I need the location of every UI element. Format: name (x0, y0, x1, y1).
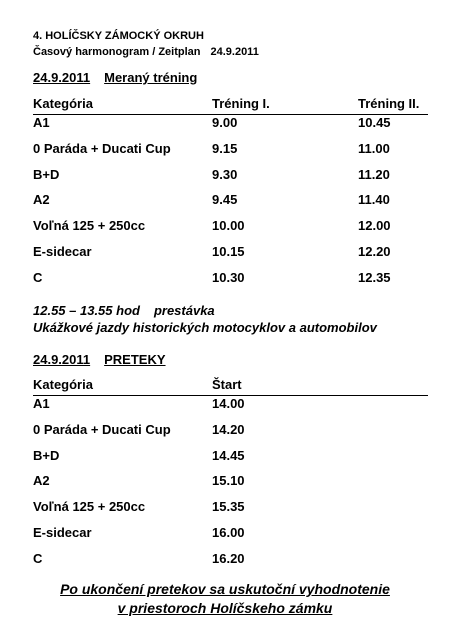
table-row (33, 270, 428, 288)
table-cell: Voľná 125 + 250cc (33, 218, 146, 234)
table-cell: 10.45 (358, 115, 391, 130)
section2-heading (33, 352, 166, 367)
table-cell: Voľná 125 + 250cc (33, 499, 146, 515)
table-cell: E-sidecar (33, 244, 92, 259)
section2-title: PRETEKY (104, 352, 166, 367)
table-row (33, 115, 428, 133)
table-row (33, 448, 428, 466)
section1-date: 24.9.2011 (33, 70, 91, 85)
table-cell: E-sidecar (33, 525, 92, 540)
break-time: 12.55 – 13.55 hod (33, 303, 140, 318)
table-row (33, 218, 428, 236)
table-row (33, 473, 428, 491)
section1-heading (33, 70, 197, 85)
table-cell: 15.10 (212, 473, 245, 489)
table-row (33, 499, 428, 517)
table-cell: A1 (33, 396, 50, 411)
table-cell: A2 (33, 473, 50, 489)
section1-col-training2: Tréning II. (358, 96, 420, 111)
table-row (33, 244, 428, 262)
table-cell: 11.40 (358, 192, 390, 208)
table-cell: 15.35 (212, 499, 245, 515)
table-row (33, 167, 428, 185)
break-note: Ukážkové jazdy historických motocyklov a automobilov (33, 320, 377, 335)
table-cell: 0 Paráda + Ducati Cup (33, 140, 171, 156)
section2-col-start: Štart (212, 377, 242, 392)
table-row (33, 422, 428, 440)
subtitle-date: 24.9.2011 (210, 46, 259, 58)
section1-col-category: Kategória (33, 96, 93, 111)
subtitle-text: Časový harmonogram / Zeitplan (33, 46, 201, 58)
table-cell: 11.20 (358, 166, 390, 182)
table-row (33, 141, 428, 159)
table-row (33, 525, 428, 543)
table-cell: 16.20 (212, 550, 245, 566)
table-cell: B+D (33, 166, 60, 182)
table-cell: 12.00 (358, 218, 391, 234)
table-cell: 9.15 (212, 140, 238, 156)
table-row (33, 551, 428, 569)
table-cell: 12.35 (358, 269, 391, 285)
document-subtitle (33, 46, 259, 58)
table-cell: C (33, 550, 43, 566)
table-cell: A2 (33, 192, 50, 208)
break-line (33, 303, 215, 318)
table-cell: 14.45 (212, 447, 245, 463)
table-cell: A1 (33, 115, 50, 130)
section1-table-header (33, 96, 428, 115)
document-title: 4. HOLÍČSKY ZÁMOCKÝ OKRUH (33, 30, 204, 42)
table-cell: C (33, 269, 43, 285)
section2-date: 24.9.2011 (33, 352, 91, 367)
table-cell: 9.00 (212, 115, 238, 130)
section2-col-category: Kategória (33, 377, 93, 392)
footer-line2: v priestoroch Holíčskeho zámku (117, 600, 333, 616)
table-cell: 10.00 (212, 218, 245, 234)
table-cell: 0 Paráda + Ducati Cup (33, 421, 171, 437)
section2-table-header (33, 377, 428, 396)
table-cell: 12.20 (358, 244, 391, 259)
section1-col-training1: Tréning I. (212, 96, 270, 111)
table-cell: 9.45 (212, 192, 238, 208)
table-cell: 16.00 (212, 525, 245, 540)
table-cell: B+D (33, 447, 60, 463)
table-cell: 11.00 (358, 140, 390, 156)
section1-title: Meraný tréning (104, 70, 198, 85)
break-label: prestávka (153, 303, 215, 318)
table-cell: 9.30 (212, 166, 238, 182)
table-cell: 14.20 (212, 421, 245, 437)
table-row (33, 192, 428, 210)
table-cell: 10.15 (212, 244, 245, 259)
footer-line1: Po ukončení pretekov sa uskutoční vyhodnotenie (60, 581, 390, 597)
table-cell: 10.30 (212, 269, 245, 285)
table-row (33, 396, 428, 414)
table-cell: 14.00 (212, 396, 245, 411)
